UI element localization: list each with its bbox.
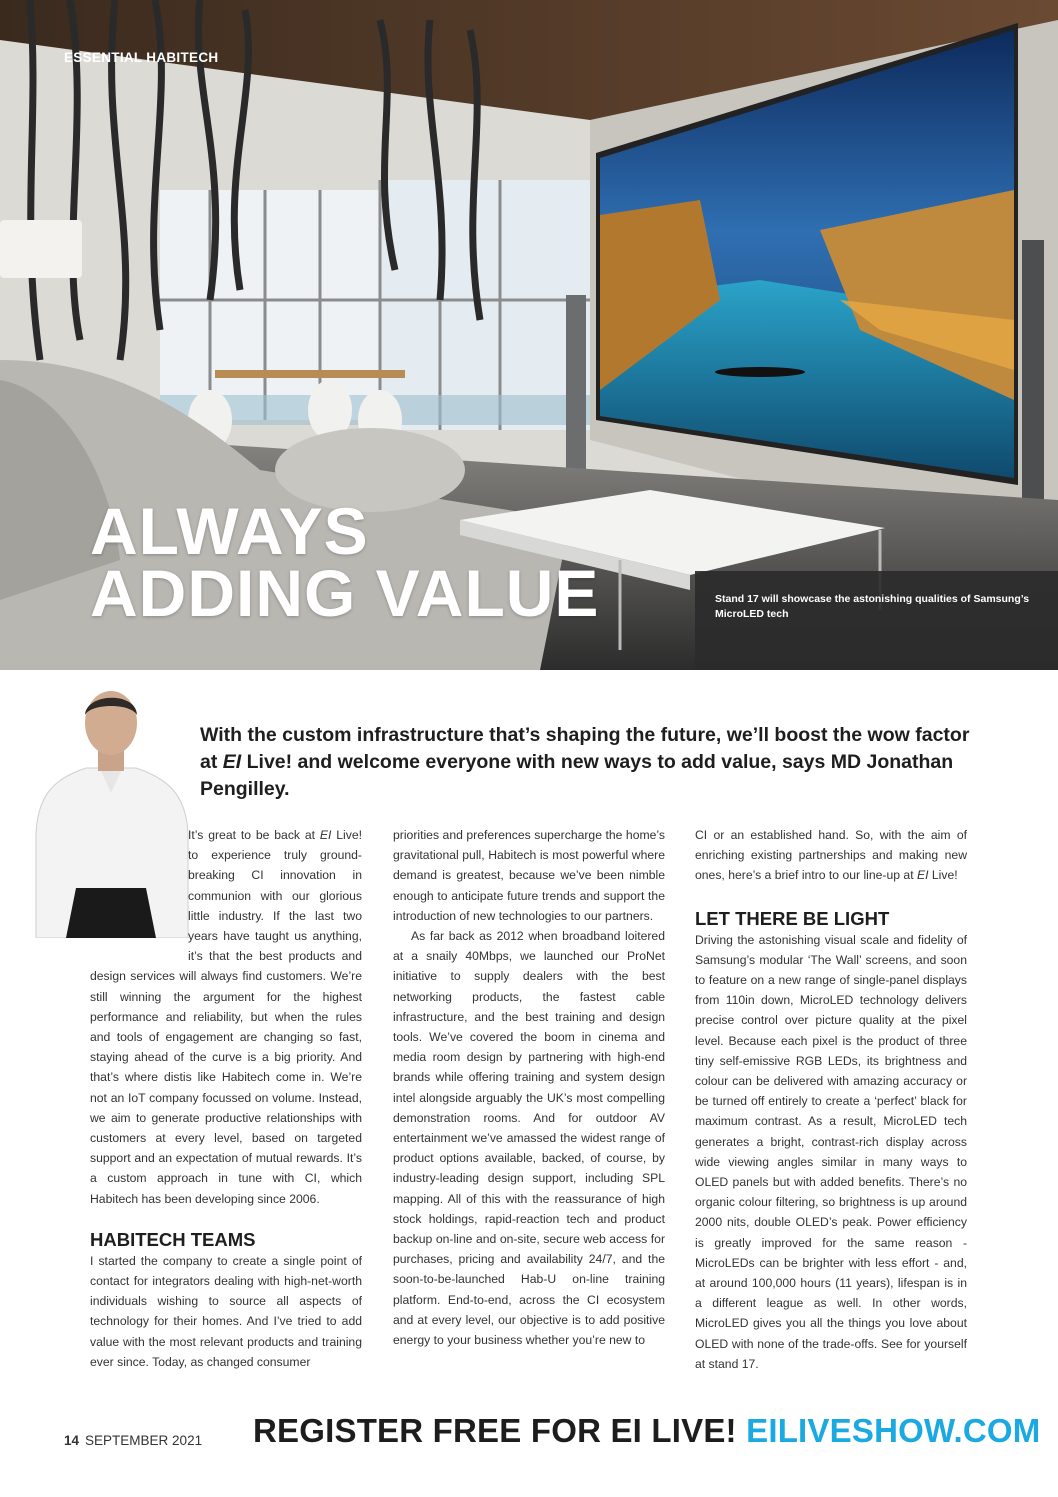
subheading-habitech-teams: HABITECH TEAMS xyxy=(90,1228,256,1250)
register-banner xyxy=(253,1412,1040,1450)
paragraph-text: Live! to experience truly ground-breaking CI innovation in communion with our glorious little industry. If the last two years have taught us anything, it’s that the best products and design services will always find customers. We’re still winning the argument for the highest performance and reliability, but when the rules and tools of engagement are changing so fast, staying ahead of the curve is a big priority. And that’s where distis like Habitech come in. We’re not an IoT company focussed on volume. Instead, we aim to generate productive relationships with customers at every level, based on targeted support and an expectation of mutual rewards. It’s a custom approach in tune with CI, which Habitech has been developing since 2006. xyxy=(90,828,363,1206)
article-column-2 xyxy=(393,825,665,1350)
page-folio xyxy=(64,1433,202,1448)
paragraph: I started the company to create a single point of contact for integrators dealing with high-net-worth individuals wishing to source all aspects of technology for their homes. And I’ve tried to add value with the most relevant products and training ever since. Today, as changed consumer xyxy=(90,1253,362,1369)
photo-caption-box xyxy=(695,571,1058,670)
photo-caption: Stand 17 will showcase the astonishing qualities of Samsung’s MicroLED tech xyxy=(715,593,1030,620)
paragraph-text: CI or an established hand. So, with the aim of enriching existing partnerships and making new ones, here’s a brief intro to our line-up at xyxy=(695,828,967,883)
article-headline xyxy=(90,494,600,630)
paragraph-italic: EI xyxy=(917,868,929,883)
standfirst-italic: EI xyxy=(222,751,242,773)
headline-line-2: ADDING VALUE xyxy=(90,556,600,630)
paragraph-text: It’s great to be back at xyxy=(188,828,320,842)
headline-line-1: ALWAYS xyxy=(90,494,369,568)
banner-url-link[interactable]: EILIVESHOW.COM xyxy=(746,1412,1041,1449)
standfirst-text-2: Live! and welcome everyone with new ways to add value, says MD Jonathan Pengilley. xyxy=(200,751,954,800)
paragraph-text: Live! xyxy=(928,868,958,883)
issue-date: SEPTEMBER 2021 xyxy=(85,1433,203,1448)
section-tag: ESSENTIAL HABITECH xyxy=(64,50,219,65)
subheading-let-there-be-light: LET THERE BE LIGHT xyxy=(695,907,890,929)
article-column-1 xyxy=(90,825,362,1372)
hero-photo xyxy=(0,0,1058,670)
article-column-3 xyxy=(695,825,967,1374)
paragraph: Driving the astonishing visual scale and fidelity of Samsung’s modular ‘The Wall’ screens, and soon to feature on a new range of single-panel displays from 110in down, MicroLED technology delivers precise control over picture quality at the pixel level. Because each pixel is the product of three tiny self-emissive RGB LEDs, its brightness and colour can be delivered with amazing accuracy or be turned off entirely to create a ‘perfect’ black for maximum contrast. As a result, MicroLED tech generates a bright, contrast-rich display across wide viewing angles similar in many ways to OLED panels but with added benefits. There’s no organic colour filtering, so brightness is up around 2000 nits, double OLED’s peak. Power efficiency is greatly improved for the same reason - MicroLEDs can be brighter with less effort - and, at around 100,000 hours (11 years), lifespan is in a different league as well. In other words, MicroLED gives you all the things you love about OLED with none of the trade-offs. See for yourself at stand 17. xyxy=(695,932,967,1371)
paragraph: As far back as 2012 when broadband loitered at a snaily 40Mbps, we launched our ProNet initiative to supply dealers with the best networking products, the fastest cable infrastructure, and the best training and design tools. We’ve covered the boom in cinema and media room design by partnering with high-end brands while offering training and system design intel alongside arguably the UK’s most compelling demonstration rooms. And for outdoor AV entertainment we’ve amassed the widest range of product options available, backed, of course, by industry-leading design support, including SPL mapping. All of this with the reassurance of high stock holdings, rapid-reaction tech and product backup on-line and on-site, secure web access for purchases, pricing and availability 24/7, and the soon-to-be-launched Hab-U on-line training platform. End-to-end, across the CI ecosystem and at every level, our objective is to add positive energy to your business whether you’re new to xyxy=(393,929,665,1348)
paragraph-italic: EI xyxy=(319,828,332,842)
paragraph: priorities and preferences supercharge the home’s gravitational pull, Habitech is most powerful where demand is greatest, because we’ve been nimble enough to anticipate future trends and support the introduction of new technologies to our partners. xyxy=(393,828,665,923)
standfirst xyxy=(200,722,990,803)
paragraph xyxy=(695,825,967,886)
standfirst-text-1: With the custom infrastructure that’s shaping the future, we’ll boost the wow factor at xyxy=(200,724,970,773)
banner-text: REGISTER FREE FOR EI LIVE! xyxy=(253,1412,747,1449)
page-number: 14 xyxy=(64,1433,80,1448)
